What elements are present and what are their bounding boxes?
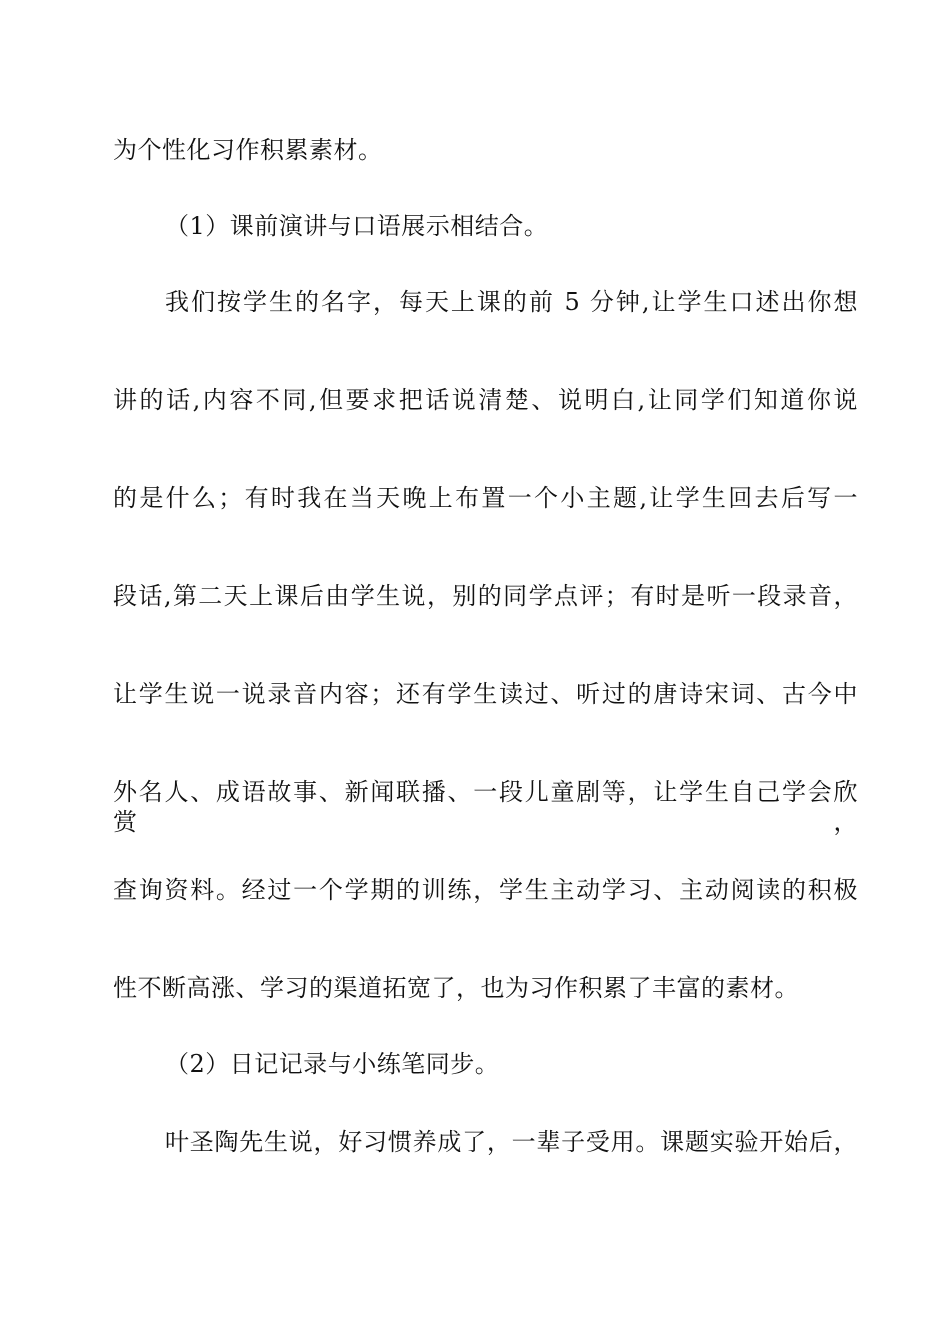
paragraph-line: 让学生说一说录音内容；还有学生读过、听过的唐诗宋词、古今中 — [113, 680, 858, 708]
paragraph-line: 查询资料。经过一个学期的训练，学生主动学习、主动阅读的积极 — [113, 876, 858, 904]
paragraph-line: 性不断高涨、学习的渠道拓宽了，也为习作积累了丰富的素材。 — [113, 974, 799, 1002]
paragraph-line: 段话,第二天上课后由学生说，别的同学点评；有时是听一段录音， — [113, 582, 858, 610]
paragraph-line: 为个性化习作积累素材。 — [113, 136, 383, 164]
paragraph-line: 外名人、成语故事、新闻联播、一段儿童剧等，让学生自己学会欣赏， — [113, 778, 858, 836]
paragraph-line: 的是什么；有时我在当天晚上布置一个小主题,让学生回去后写一 — [113, 484, 858, 512]
paragraph-line: 讲的话,内容不同,但要求把话说清楚、说明白,让同学们知道你说 — [113, 386, 858, 414]
paragraph-line: 叶圣陶先生说，好习惯养成了，一辈子受用。课题实验开始后， — [165, 1128, 858, 1156]
paragraph-line: 我们按学生的名字，每天上课的前 5 分钟,让学生口述出你想 — [165, 288, 858, 316]
section-heading: （1）课前演讲与口语展示相结合。 — [165, 212, 549, 240]
section-heading: （2）日记记录与小练笔同步。 — [165, 1050, 500, 1078]
